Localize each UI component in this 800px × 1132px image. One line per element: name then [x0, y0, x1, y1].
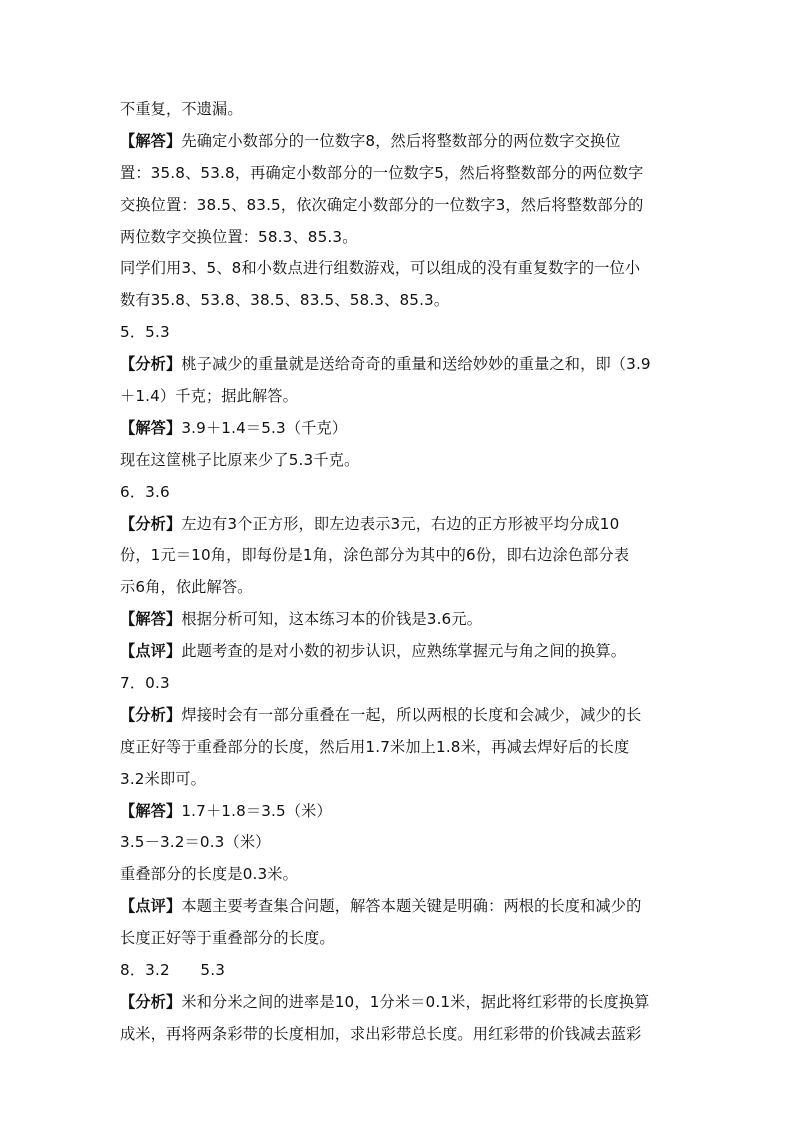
text-line: [120, 891, 686, 923]
document-page: [120, 94, 686, 1051]
text-line: [120, 158, 686, 190]
line-text: 根据分析可知，这本练习本的价钱是3.6元。: [181, 610, 483, 629]
text-line: [120, 923, 686, 955]
text-line: [120, 636, 686, 668]
line-text: 焊接时会有一部分重叠在一起，所以两根的长度和会减少，减少的长: [181, 705, 642, 724]
text-line: [120, 509, 686, 541]
line-text: 3.2米即可。: [120, 769, 206, 788]
line-text: 3.5－3.2＝0.3（米）: [120, 833, 271, 852]
text-line: [120, 827, 686, 859]
line-text: 同学们用3、5、8和小数点进行组数游戏，可以组成的没有重复数字的一位小: [120, 259, 641, 278]
section-tag: 【解答】: [120, 418, 182, 437]
text-line: [120, 604, 686, 636]
line-text: 成米，再将两条彩带的长度相加，求出彩带总长度。用红彩带的价钱减去蓝彩: [120, 1024, 642, 1043]
line-text: 份，1元＝10角，即每份是1角，涂色部分为其中的6份，即右边涂色部分表: [120, 546, 630, 565]
text-line: [120, 190, 686, 222]
line-text: 6．3.6: [120, 482, 170, 501]
text-line: [120, 796, 686, 828]
text-line: [120, 1019, 686, 1051]
answer-heading: [120, 955, 686, 987]
text-line: [120, 764, 686, 796]
line-text: 数有35.8、53.8、38.5、83.5、58.3、85.3。: [120, 291, 450, 310]
answer-heading: [120, 317, 686, 349]
line-text: 长度正好等于重叠部分的长度。: [120, 929, 335, 948]
text-line: [120, 700, 686, 732]
section-tag: 【解答】: [120, 801, 182, 820]
line-text: 左边有3个正方形，即左边表示3元，右边的正方形被平均分成10: [181, 514, 620, 533]
section-tag: 【分析】: [120, 355, 182, 374]
text-line: [120, 732, 686, 764]
text-line: [120, 381, 686, 413]
text-line: [120, 859, 686, 891]
line-text: 先确定小数部分的一位数字8，然后将整数部分的两位数字交换位: [181, 131, 621, 150]
line-text: ＋1.4）千克；据此解答。: [120, 387, 298, 406]
text-line: [120, 413, 686, 445]
line-text: 桃子减少的重量就是送给奇奇的重量和送给妙妙的重量之和，即（3.9: [181, 355, 651, 374]
text-line: [120, 126, 686, 158]
line-text: 7．0.3: [120, 674, 170, 693]
section-tag: 【分析】: [120, 992, 182, 1011]
line-text: 此题考查的是对小数的初步认识，应熟练掌握元与角之间的换算。: [181, 642, 627, 661]
text-line: [120, 94, 686, 126]
line-text: 8．3.2 5.3: [120, 961, 226, 980]
line-text: 现在这筐桃子比原来少了5.3千克。: [120, 450, 360, 469]
text-line: [120, 285, 686, 317]
line-text: 1.7＋1.8＝3.5（米）: [181, 801, 332, 820]
section-tag: 【解答】: [120, 610, 182, 629]
text-line: [120, 445, 686, 477]
line-text: 5．5.3: [120, 323, 170, 342]
text-line: [120, 222, 686, 254]
section-tag: 【解答】: [120, 131, 182, 150]
line-text: 置：35.8、53.8，再确定小数部分的一位数字5，然后将整数部分的两位数字: [120, 163, 644, 182]
text-line: [120, 572, 686, 604]
line-text: 3.9＋1.4＝5.3（千克）: [181, 418, 348, 437]
line-text: 交换位置：38.5、83.5，依次确定小数部分的一位数字3，然后将整数部分的: [120, 195, 644, 214]
line-text: 不重复，不遗漏。: [120, 100, 243, 118]
text-line: [120, 349, 686, 381]
section-tag: 【点评】: [120, 897, 182, 916]
answer-heading: [120, 668, 686, 700]
text-line: [120, 253, 686, 285]
text-line: [120, 540, 686, 572]
line-text: 示6角，依此解答。: [120, 578, 253, 597]
section-tag: 【分析】: [120, 705, 182, 724]
line-text: 度正好等于重叠部分的长度，然后用1.7米加上1.8米，再减去焊好后的长度: [120, 737, 630, 756]
line-text: 重叠部分的长度是0.3米。: [120, 865, 298, 884]
line-text: 本题主要考查集合问题，解答本题关键是明确：两根的长度和减少的: [181, 897, 642, 916]
section-tag: 【点评】: [120, 642, 182, 661]
section-tag: 【分析】: [120, 514, 182, 533]
answer-heading: [120, 477, 686, 509]
text-line: [120, 987, 686, 1019]
line-text: 两位数字交换位置：58.3、85.3。: [120, 227, 358, 246]
line-text: 米和分米之间的进率是10，1分米＝0.1米，据此将红彩带的长度换算: [181, 992, 650, 1011]
